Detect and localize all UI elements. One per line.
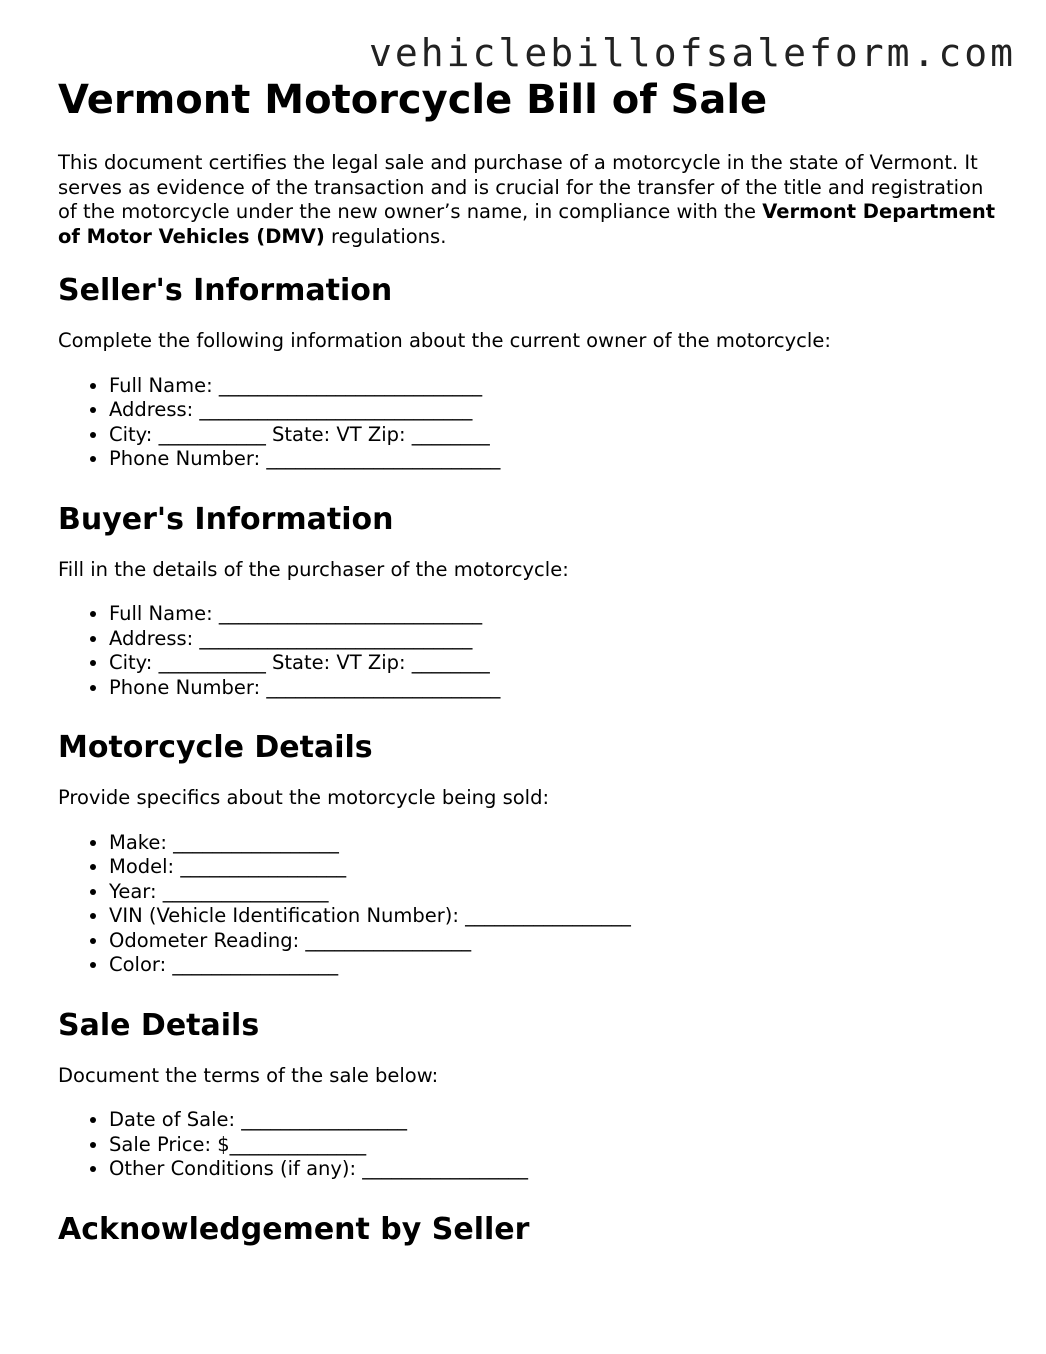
seller-heading: Seller's Information: [58, 273, 393, 308]
intro-dmv-bold: Vermont Department of Motor Vehicles (DMV): [58, 200, 996, 248]
acknowledgement-heading: Acknowledgement by Seller: [58, 1211, 530, 1247]
sale-price-field: • Sale Price: $______________: [109, 1133, 998, 1158]
intro-paragraph: [58, 151, 998, 249]
sale-section: [58, 1008, 998, 1182]
color-field: • Color: _________________: [109, 953, 998, 978]
seller-full-name-field: • Full Name: ___________________________: [109, 374, 998, 399]
seller-phone-field: • Phone Number: ________________________: [109, 447, 998, 472]
page-title: Vermont Motorcycle Bill of Sale: [58, 77, 768, 123]
sale-fields: [58, 1108, 998, 1182]
buyer-phone-field: • Phone Number: ________________________: [109, 676, 998, 701]
intro-tail: regulations.: [324, 224, 447, 248]
document-body: [58, 76, 998, 1248]
intro-text: This document certifies the legal sale and purchase of a motorcycle in the state of Vermont. It serves as evidence of the transaction and is crucial for the transfer of the title and registration of the motorcycle under the new owner’s name, in compliance with the: [58, 151, 984, 223]
year-field: • Year: _________________: [109, 880, 998, 905]
motorcycle-section: [58, 730, 998, 978]
seller-fields: [58, 374, 998, 472]
buyer-fields: [58, 602, 998, 700]
motorcycle-description: Provide specifics about the motorcycle being sold:: [58, 786, 550, 809]
buyer-description: Fill in the details of the purchaser of the motorcycle:: [58, 557, 569, 581]
seller-section: [58, 273, 998, 472]
odometer-field: • Odometer Reading: _________________: [109, 929, 998, 954]
buyer-section: [58, 502, 998, 701]
buyer-address-field: • Address: ____________________________: [109, 627, 998, 652]
motorcycle-fields: [58, 831, 998, 978]
date-of-sale-field: • Date of Sale: _________________: [109, 1108, 998, 1133]
sale-description: Document the terms of the sale below:: [58, 1063, 439, 1087]
make-field: • Make: _________________: [109, 831, 998, 856]
buyer-city-state-zip-field: • City: ___________ State: VT Zip: ________: [109, 651, 998, 676]
motorcycle-heading: Motorcycle Details: [58, 730, 373, 765]
buyer-full-name-field: • Full Name: ___________________________: [109, 602, 998, 627]
other-conditions-field: • Other Conditions (if any): _________________: [109, 1157, 998, 1182]
buyer-heading: Buyer's Information: [58, 501, 394, 537]
seller-description: Complete the following information about the current owner of the motorcycle:: [58, 329, 831, 352]
sale-heading: Sale Details: [58, 1007, 260, 1043]
site-watermark: vehiclebillofsaleform.com: [369, 31, 1016, 75]
seller-address-field: • Address: ____________________________: [109, 398, 998, 423]
model-field: • Model: _________________: [109, 855, 998, 880]
acknowledgement-section: [58, 1212, 998, 1248]
seller-city-state-zip-field: • City: ___________ State: VT Zip: ________: [109, 423, 998, 448]
vin-field: • VIN (Vehicle Identification Number): _________________: [109, 904, 998, 929]
